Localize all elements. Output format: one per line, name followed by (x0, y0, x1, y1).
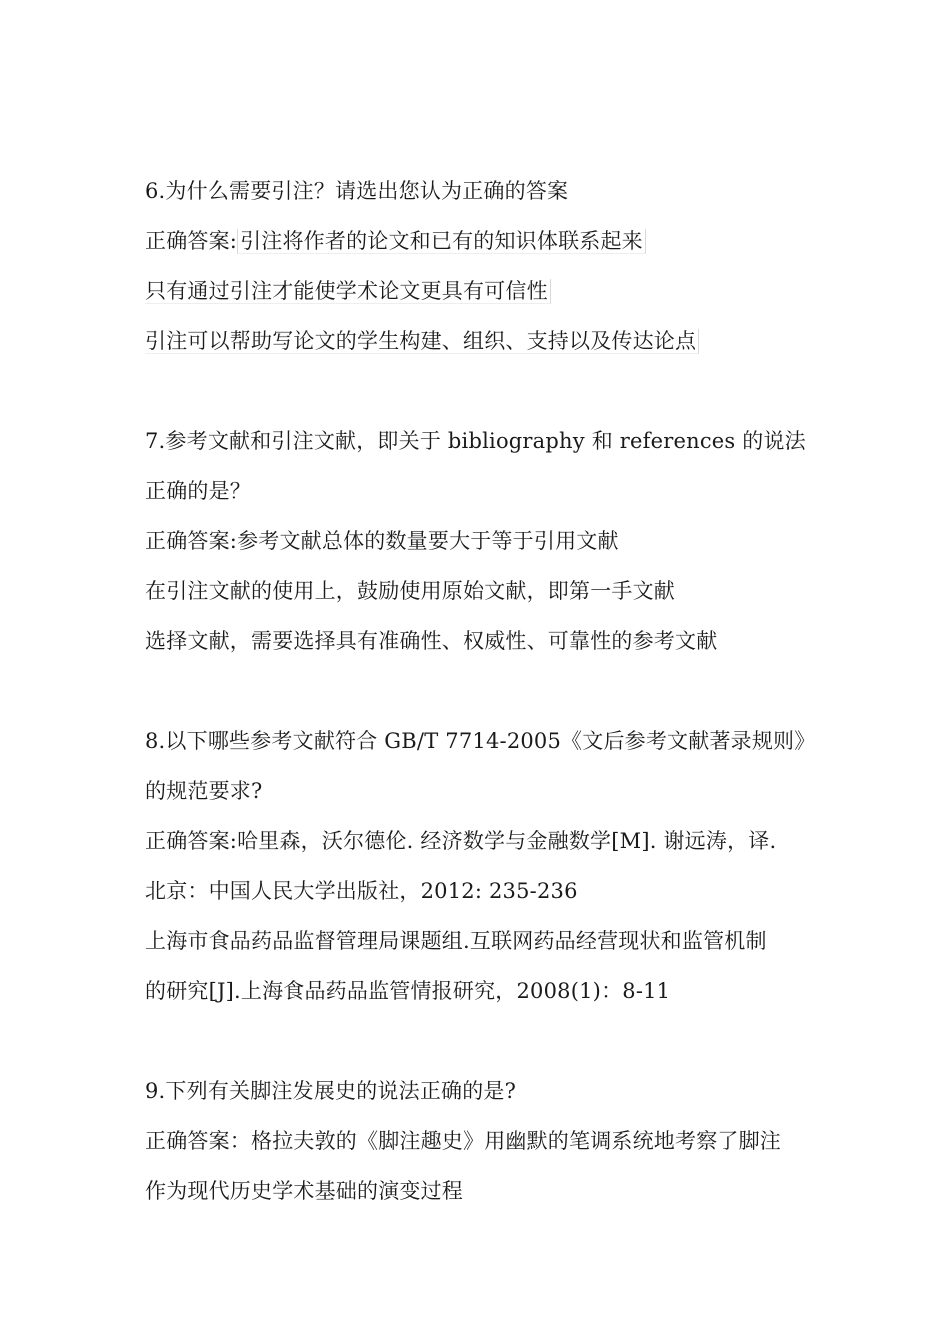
question-7-answer-option-2: 在引注文献的使用上，鼓励使用原始文献，即第一手文献 (145, 579, 675, 603)
spacer (145, 366, 825, 416)
question-7 (145, 416, 825, 666)
question-8-text-line-2: 的规范要求? (145, 779, 263, 803)
question-9-answer (145, 1116, 825, 1166)
spacer (145, 666, 825, 716)
answer-label: 正确答案: (145, 529, 238, 553)
question-6-answer-option-3: 引注可以帮助写论文的学生构建、组织、支持以及传达论点 (145, 316, 825, 366)
document-page (145, 166, 825, 1216)
question-6 (145, 166, 825, 366)
question-6-text: 6.为什么需要引注？请选出您认为正确的答案 (145, 179, 569, 203)
question-8 (145, 716, 825, 1016)
answer-label: 正确答案: (145, 229, 238, 253)
question-9-answer-line-2: 作为现代历史学术基础的演变过程 (145, 1179, 463, 1203)
spacer (145, 1016, 825, 1066)
answer-option-1: 引注将作者的论文和已有的知识体联系起来 (237, 229, 646, 254)
question-6-answer-option-2: 只有通过引注才能使学术论文更具有可信性 (145, 266, 825, 316)
answer-option-1: 格拉夫敦的《脚注趣史》用幽默的笔调系统地考察了脚注 (251, 1129, 781, 1153)
question-8-text-line-1: 8.以下哪些参考文献符合 GB/T 7714-2005《文后参考文献著录规则》 (145, 729, 816, 753)
question-7-answer-option-3: 选择文献，需要选择具有准确性、权威性、可靠性的参考文献 (145, 629, 718, 653)
answer-option-1: 参考文献总体的数量要大于等于引用文献 (237, 529, 619, 553)
question-8-answer-option-2-line-2: 的研究[J].上海食品药品监管情报研究，2008(1)：8-11 (145, 979, 671, 1003)
answer-label: 正确答案: (145, 829, 238, 853)
question-7-answer (145, 516, 825, 566)
question-8-answer (145, 816, 825, 866)
question-6-answer (145, 216, 825, 266)
question-8-answer-option-2-line-1: 上海市食品药品监督管理局课题组.互联网药品经营现状和监管机制 (145, 929, 767, 953)
question-7-text-line-1: 7.参考文献和引注文献，即关于 bibliography 和 references 的说法 (145, 429, 806, 453)
question-9 (145, 1066, 825, 1216)
answer-label: 正确答案： (145, 1129, 251, 1153)
question-8-answer-line-2: 北京：中国人民大学出版社，2012: 235-236 (145, 879, 578, 903)
question-9-text: 9.下列有关脚注发展史的说法正确的是? (145, 1079, 517, 1103)
answer-option-1: 哈里森，沃尔德伦. 经济数学与金融数学[M]. 谢远涛，译. (237, 829, 777, 853)
question-7-text-line-2: 正确的是？ (145, 479, 251, 503)
